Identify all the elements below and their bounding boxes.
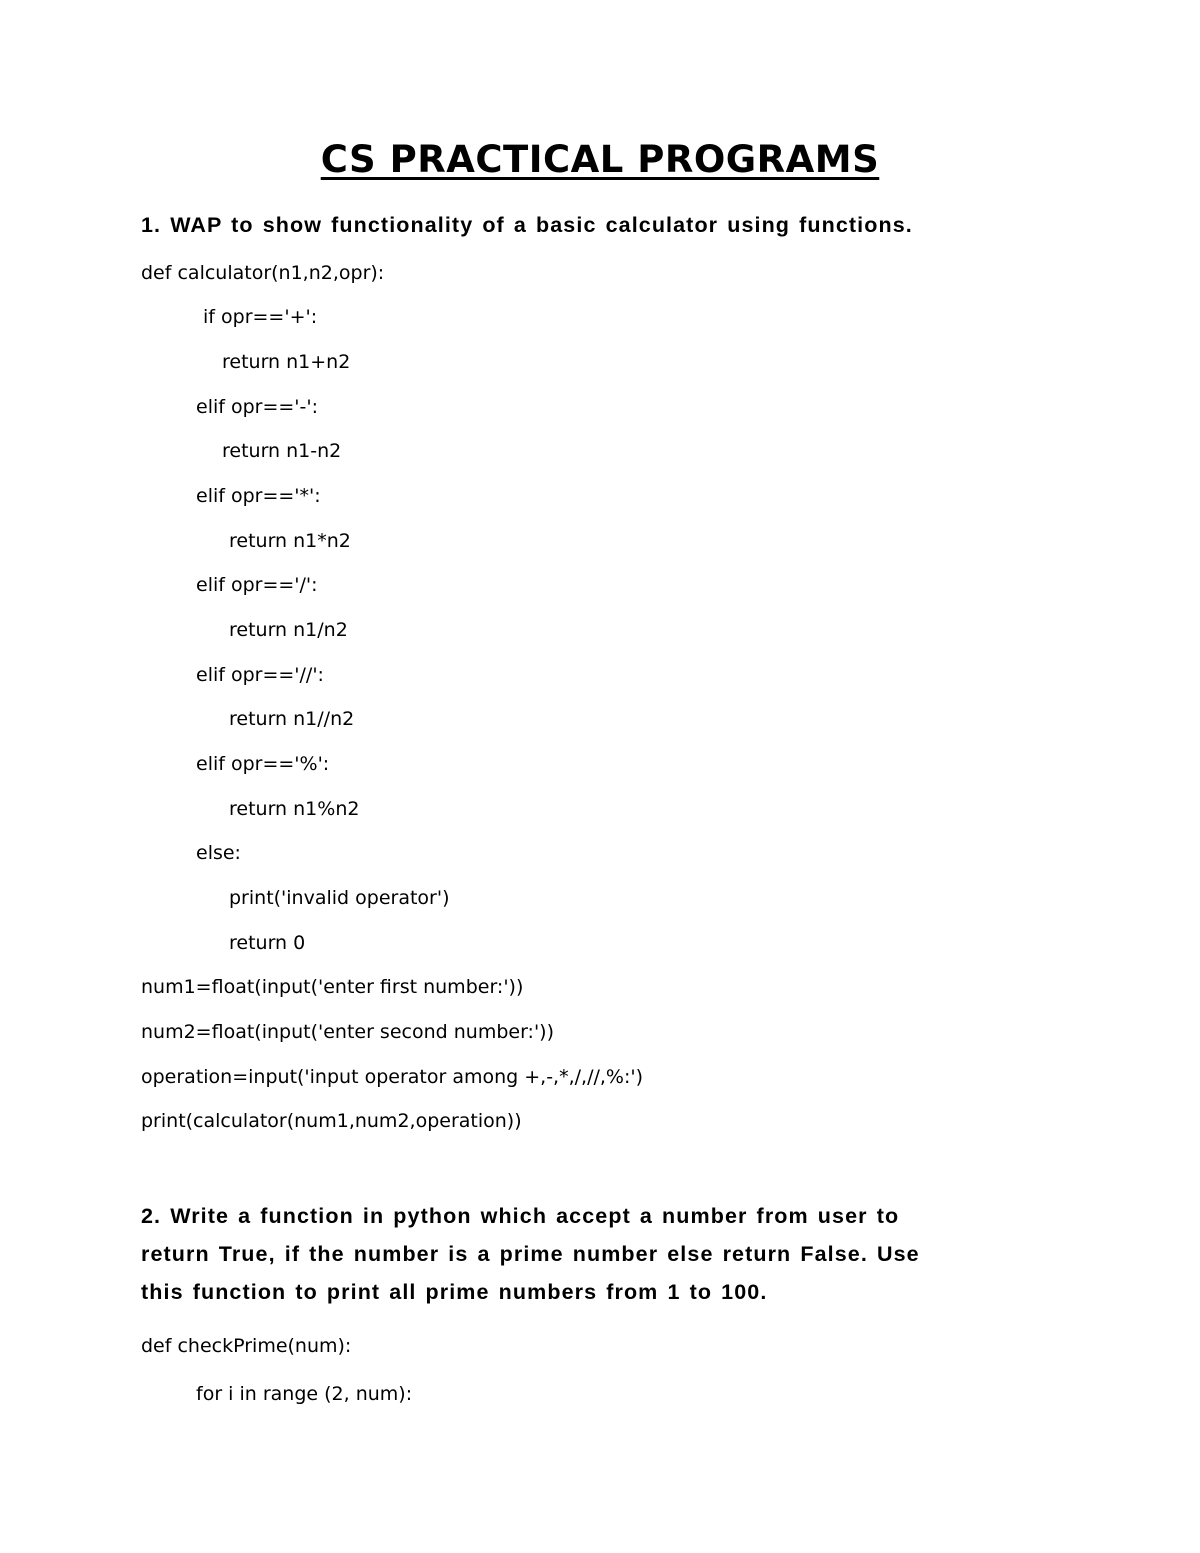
page-title: CS PRACTICAL PROGRAMS [320, 138, 880, 181]
code-line: return n1*n2 [229, 530, 351, 552]
code-line: for i in range (2, num): [196, 1383, 413, 1405]
code-line: return n1%n2 [229, 798, 360, 820]
code-line: print(calculator(num1,num2,operation)) [141, 1110, 522, 1132]
code-line: operation=input('input operator among +,-,*,/,//,%:') [141, 1066, 644, 1088]
section-2-heading-line: return True, if the number is a prime number else return False. Use [141, 1242, 920, 1266]
code-line: return n1+n2 [222, 351, 351, 373]
code-line: def calculator(n1,n2,opr): [141, 262, 385, 284]
code-line: num1=float(input('enter first number:')) [141, 976, 524, 998]
code-line: elif opr=='-': [196, 396, 319, 418]
section-2-heading-line: this function to print all prime numbers from 1 to 100. [141, 1280, 768, 1304]
code-line: print('invalid operator') [229, 887, 450, 909]
code-line: elif opr=='*': [196, 485, 321, 507]
code-line: else: [196, 842, 241, 864]
code-line: return n1-n2 [222, 440, 342, 462]
code-line: if opr=='+': [203, 306, 318, 328]
code-line: elif opr=='%': [196, 753, 330, 775]
section-1-heading: 1. WAP to show functionality of a basic calculator using functions. [141, 213, 913, 237]
code-line: def checkPrime(num): [141, 1335, 352, 1357]
section-2-heading-line: 2. Write a function in python which accept a number from user to [141, 1204, 900, 1228]
code-line: return n1/n2 [229, 619, 348, 641]
code-line: elif opr=='/': [196, 574, 318, 596]
code-line: elif opr=='//': [196, 664, 324, 686]
code-line: num2=float(input('enter second number:')) [141, 1021, 554, 1043]
code-line: return 0 [229, 932, 306, 954]
code-line: return n1//n2 [229, 708, 355, 730]
